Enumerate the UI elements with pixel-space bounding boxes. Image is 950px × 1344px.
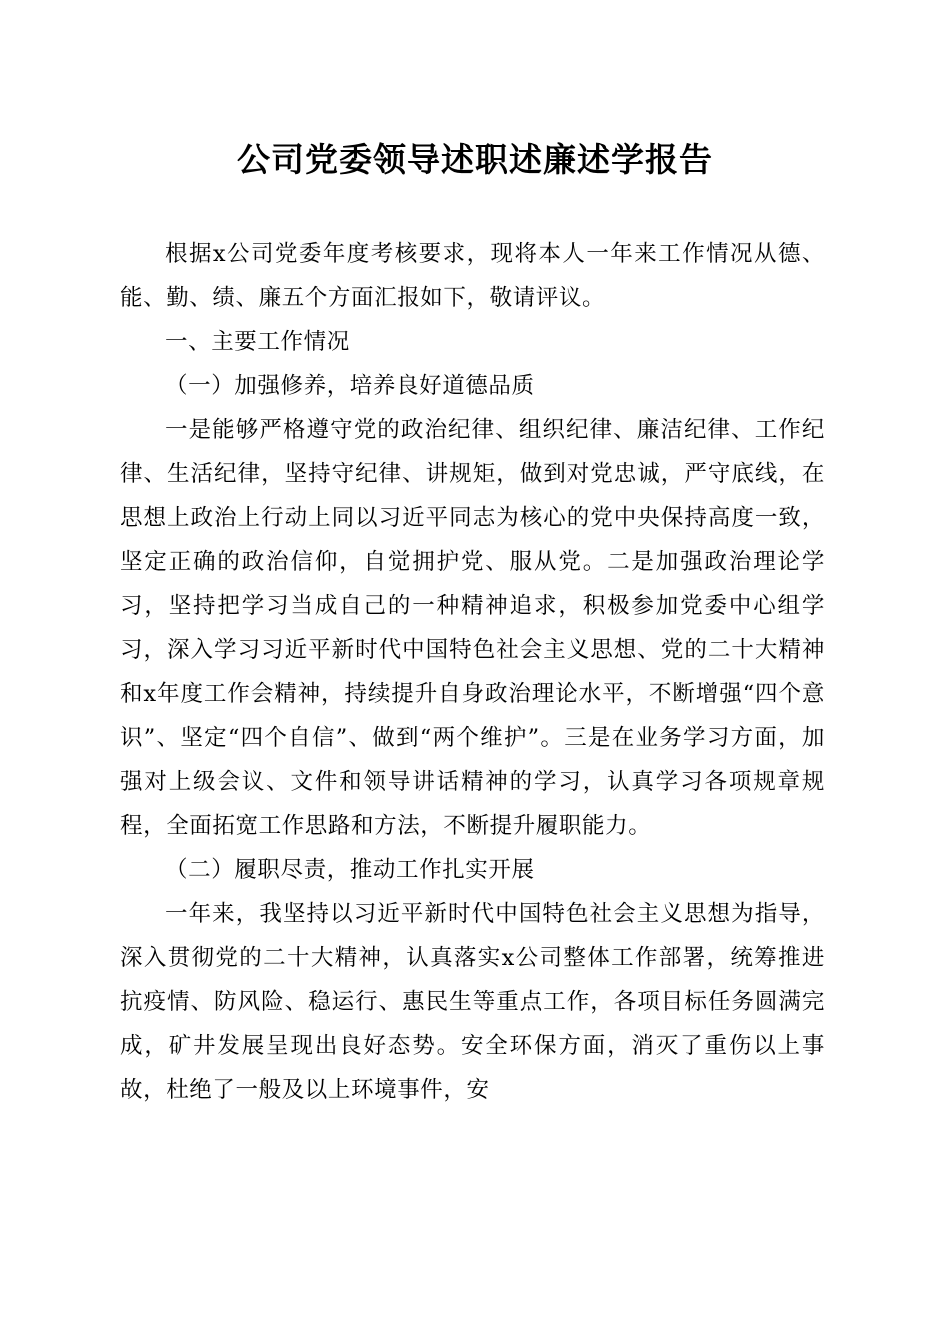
section-heading-main-work: 一、主要工作情况: [165, 329, 350, 355]
subsection-heading-duty-performance: （二）履职尽责，推动工作扎实开展: [165, 857, 535, 883]
document-title: 公司党委领导述职述廉述学报告: [237, 140, 713, 179]
paragraph-duty-performance: 一年来，我坚持以习近平新时代中国特色社会主义思想为指导，深入贯彻党的二十大精神，认真落实x公司整体工作部署，统筹推进抗疫情、防风险、稳运行、惠民生等重点工作，各项目标任务圆满完成，矿井发展呈现出良好态势。安全环保方面，消灭了重伤以上事故，杜绝了一般及以上环境事件，安: [120, 901, 825, 1103]
subsection-heading-moral-cultivation: （一）加强修养，培养良好道德品质: [165, 373, 535, 399]
document-body: [120, 232, 825, 1112]
paragraph-moral-cultivation: 一是能够严格遵守党的政治纪律、组织纪律、廉洁纪律、工作纪律、生活纪律，坚持守纪律、讲规矩，做到对党忠诚，严守底线，在思想上政治上行动上同以习近平同志为核心的党中央保持高度一致，坚定正确的政治信仰，自觉拥护党、服从党。二是加强政治理论学习，坚持把学习当成自己的一种精神追求，积极参加党委中心组学习，深入学习习近平新时代中国特色社会主义思想、党的二十大精神和x年度工作会精神，持续提升自身政治理论水平，不断增强“四个意识”、坚定“四个自信”、做到“两个维护”。三是在业务学习方面，加强对上级会议、文件和领导讲话精神的学习，认真学习各项规章规程，全面拓宽工作思路和方法，不断提升履职能力。: [120, 417, 825, 839]
intro-paragraph: 根据x公司党委年度考核要求，现将本人一年来工作情况从德、能、勤、绩、廉五个方面汇报如下，敬请评议。: [120, 241, 825, 311]
